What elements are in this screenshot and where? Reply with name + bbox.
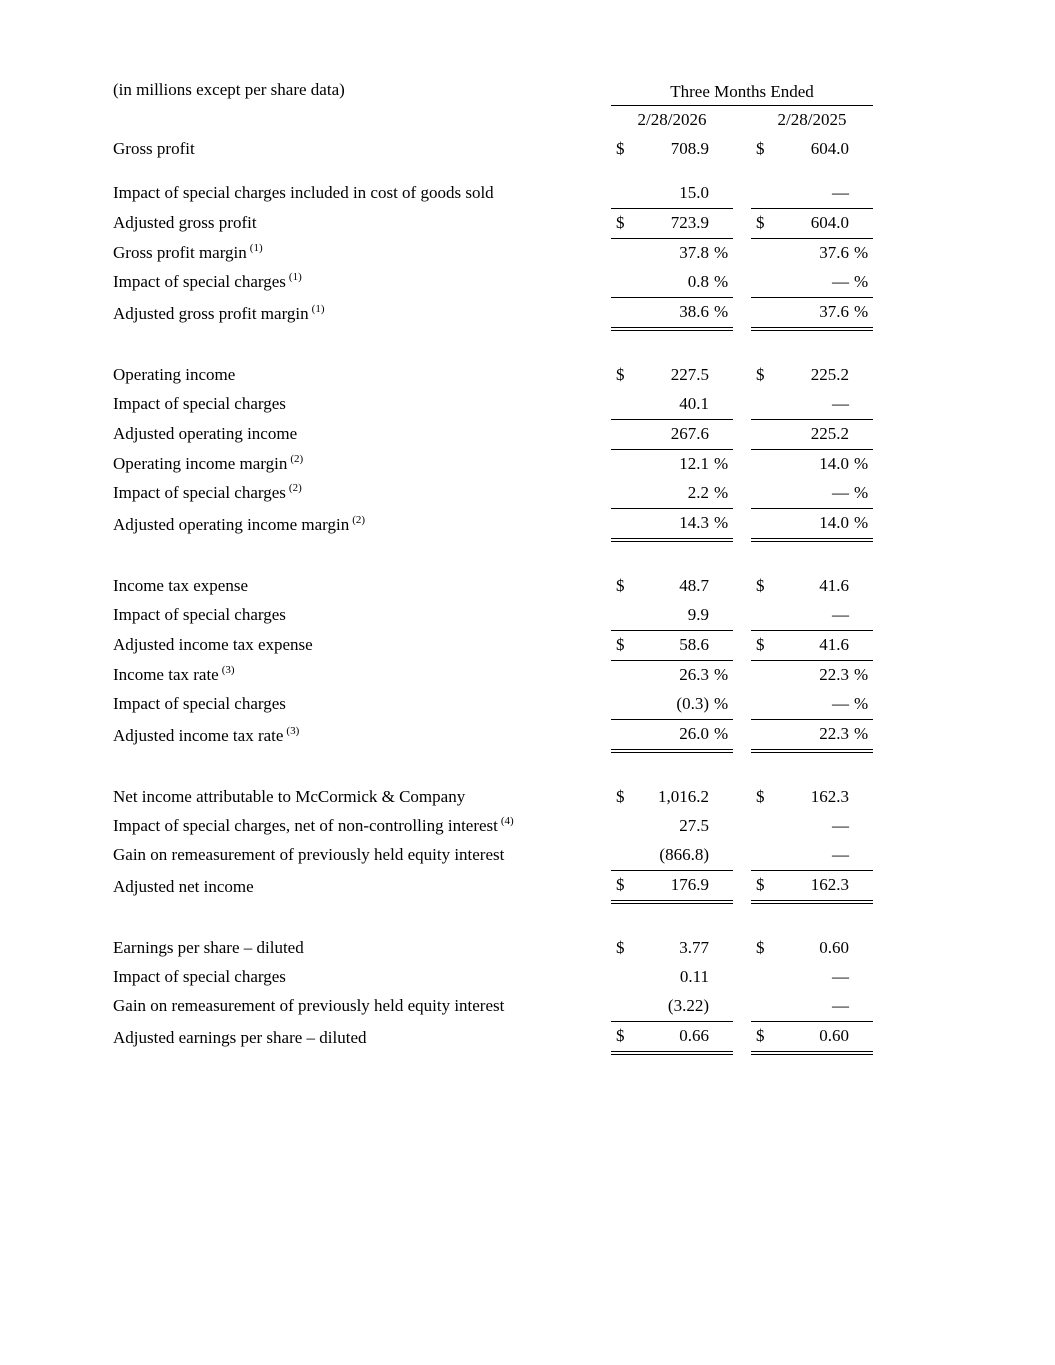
percent-sign-col2 xyxy=(849,208,873,238)
column-gap xyxy=(733,751,751,812)
dollar-sign-col2 xyxy=(751,268,777,298)
footnote-marker: (3) xyxy=(221,663,235,676)
table-row xyxy=(113,690,873,720)
value-col1: 12.1 xyxy=(679,453,709,473)
row-label xyxy=(113,208,611,238)
value-col2: 14.0 xyxy=(819,453,849,473)
dollar-sign-col2: $ xyxy=(756,138,765,158)
column-gap xyxy=(733,390,751,420)
dollar-sign-col1 xyxy=(611,508,637,540)
dollar-sign-col2: $ xyxy=(756,786,765,806)
percent-sign-col1: % xyxy=(709,508,733,540)
column-gap xyxy=(733,449,751,479)
percent-sign-col1: % xyxy=(709,297,733,329)
column-gap xyxy=(733,508,751,540)
row-label-text: Impact of special charges included in cost of goods sold xyxy=(113,183,494,202)
percent-sign-col1: % xyxy=(714,242,729,262)
dollar-sign-col2 xyxy=(751,660,777,690)
column-gap xyxy=(733,870,751,902)
percent-sign-col2: % xyxy=(849,268,873,298)
value-col1: 2.2 xyxy=(637,479,709,509)
percent-sign-col1 xyxy=(709,963,733,992)
dollar-sign-col1 xyxy=(611,601,637,631)
row-label xyxy=(113,268,611,298)
percent-sign-col2 xyxy=(849,164,873,209)
dollar-sign-col1 xyxy=(611,963,637,992)
footnote-marker: (2) xyxy=(352,513,366,526)
column-gap xyxy=(733,208,751,238)
value-col1: 26.0 xyxy=(637,719,709,751)
percent-sign-col1: % xyxy=(709,690,733,720)
table-row xyxy=(113,1021,873,1053)
value-col1: 48.7 xyxy=(679,575,709,595)
value-col1: 1,016.2 xyxy=(658,786,709,806)
row-label-text: Gross profit xyxy=(113,138,195,158)
value-col2: 162.3 xyxy=(777,870,849,902)
dollar-sign-col2: $ xyxy=(756,937,765,957)
dollar-sign-col1 xyxy=(611,479,637,509)
value-col2: — xyxy=(832,966,849,986)
percent-sign-col2: % xyxy=(849,297,873,329)
column-gap xyxy=(733,601,751,631)
footnote-marker: (2) xyxy=(288,482,302,495)
value-col1: 15.0 xyxy=(637,164,709,209)
row-label xyxy=(113,329,611,390)
table-row xyxy=(113,268,873,298)
row-label-text: Gross profit margin xyxy=(113,242,247,262)
value-col1: 0.66 xyxy=(637,1021,709,1053)
table-row xyxy=(113,297,873,329)
dollar-sign-col1: $ xyxy=(616,364,625,384)
column-gap xyxy=(733,630,751,660)
value-col2: — xyxy=(777,690,849,720)
row-label-text: Impact of special charges xyxy=(113,694,286,713)
value-col2: 37.6 xyxy=(777,297,849,329)
row-label xyxy=(113,719,611,751)
dollar-sign-col2: $ xyxy=(751,870,777,902)
dollar-sign-col2: $ xyxy=(756,364,765,384)
value-col1: (0.3) xyxy=(637,690,709,720)
row-label-text: Impact of special charges xyxy=(113,483,286,502)
table-body xyxy=(113,135,873,1053)
value-col2: 225.2 xyxy=(777,419,849,449)
value-col1: (3.22) xyxy=(637,992,709,1022)
percent-sign-col1 xyxy=(709,902,733,963)
percent-sign-col2 xyxy=(849,992,873,1022)
value-col2: 14.0 xyxy=(777,508,849,540)
value-col1: 58.6 xyxy=(637,630,709,660)
percent-sign-col1: % xyxy=(714,453,729,473)
column-gap xyxy=(733,902,751,963)
row-label-text: Impact of special charges xyxy=(113,394,286,413)
percent-sign-col2 xyxy=(849,1021,873,1053)
percent-sign-col2: % xyxy=(854,242,869,262)
dollar-sign-col1 xyxy=(611,449,637,479)
value-col2: — xyxy=(832,815,849,835)
percent-sign-col1 xyxy=(709,540,733,601)
row-label-text: Impact of special charges xyxy=(113,605,286,624)
table-row xyxy=(113,660,873,690)
percent-sign-col2: % xyxy=(854,453,869,473)
dollar-sign-col1 xyxy=(611,841,637,871)
table-header-row-1 xyxy=(113,76,873,105)
row-label-text: Adjusted gross profit margin xyxy=(113,303,309,323)
row-label-text: Adjusted operating income xyxy=(113,424,298,443)
column-gap xyxy=(733,479,751,509)
value-col1: 0.11 xyxy=(679,966,709,986)
dollar-sign-col2 xyxy=(751,390,777,420)
row-label xyxy=(113,841,611,871)
value-col2: 0.60 xyxy=(819,937,849,957)
table-row xyxy=(113,419,873,449)
period-span-header: Three Months Ended xyxy=(611,76,873,105)
value-col1: 38.6 xyxy=(637,297,709,329)
footnote-marker: (1) xyxy=(288,271,302,284)
percent-sign-col1 xyxy=(709,329,733,390)
table-row xyxy=(113,963,873,992)
financial-statement xyxy=(113,76,873,1055)
dollar-sign-col2 xyxy=(751,719,777,751)
percent-sign-col1 xyxy=(709,1021,733,1053)
row-label-text: Adjusted operating income margin xyxy=(113,514,350,534)
value-col2: 22.3 xyxy=(777,719,849,751)
table-row xyxy=(113,135,873,164)
percent-sign-col2 xyxy=(849,870,873,902)
column-gap xyxy=(733,540,751,601)
dollar-sign-col2 xyxy=(751,963,777,992)
percent-sign-col1: % xyxy=(709,719,733,751)
row-label xyxy=(113,870,611,902)
percent-sign-col1 xyxy=(709,390,733,420)
footnote-marker: (4) xyxy=(500,814,514,827)
column-gap xyxy=(733,841,751,871)
percent-sign-col2: % xyxy=(849,508,873,540)
row-label-text: Adjusted gross profit xyxy=(113,213,257,232)
column-gap xyxy=(733,297,751,329)
percent-sign-col1 xyxy=(709,812,733,841)
dollar-sign-col2 xyxy=(751,238,777,268)
table-row xyxy=(113,208,873,238)
table-row xyxy=(113,630,873,660)
row-label-text: Impact of special charges xyxy=(113,966,286,986)
row-label xyxy=(113,630,611,660)
percent-sign-col2: % xyxy=(849,719,873,751)
column-gap xyxy=(733,268,751,298)
table-row xyxy=(113,751,873,812)
dollar-sign-col1: $ xyxy=(611,870,637,902)
table-note: (in millions except per share data) xyxy=(113,80,345,99)
value-col2: — xyxy=(777,164,849,209)
percent-sign-col1 xyxy=(709,630,733,660)
table-header-row-2 xyxy=(113,105,873,135)
row-label xyxy=(113,660,611,690)
percent-sign-col1 xyxy=(709,208,733,238)
dollar-sign-col2 xyxy=(751,812,777,841)
row-label-text: Adjusted earnings per share – diluted xyxy=(113,1027,367,1047)
table-row xyxy=(113,508,873,540)
table-row xyxy=(113,870,873,902)
percent-sign-col2 xyxy=(849,329,873,390)
percent-sign-col2 xyxy=(849,812,873,841)
percent-sign-col2: % xyxy=(854,664,869,684)
row-label-text: Impact of special charges xyxy=(113,272,286,291)
financial-table xyxy=(113,76,873,1055)
dollar-sign-col1 xyxy=(611,268,637,298)
table-row xyxy=(113,449,873,479)
row-label xyxy=(113,419,611,449)
row-label xyxy=(113,390,611,420)
footnote-marker: (3) xyxy=(286,724,300,737)
value-col2: 162.3 xyxy=(810,786,849,806)
dollar-sign-col2: $ xyxy=(756,575,765,595)
row-label-text: Income tax expense xyxy=(113,575,248,595)
value-col1: 708.9 xyxy=(670,138,709,158)
dollar-sign-col2 xyxy=(751,841,777,871)
value-col1: 9.9 xyxy=(637,601,709,631)
row-label-text: Net income attributable to McCormick & Company xyxy=(113,786,466,806)
column-gap xyxy=(733,164,751,209)
value-col1: (866.8) xyxy=(637,841,709,871)
dollar-sign-col1: $ xyxy=(616,138,625,158)
value-col1: 27.5 xyxy=(679,815,709,835)
value-col2: 22.3 xyxy=(819,664,849,684)
dollar-sign-col1 xyxy=(611,390,637,420)
dollar-sign-col2 xyxy=(751,690,777,720)
column-gap xyxy=(733,238,751,268)
footnote-marker: (2) xyxy=(290,452,304,465)
footnote-marker: (1) xyxy=(249,241,263,254)
value-col2: — xyxy=(777,841,849,871)
dollar-sign-col2: $ xyxy=(751,630,777,660)
value-col2: 604.0 xyxy=(810,138,849,158)
percent-sign-col1 xyxy=(709,164,733,209)
row-label xyxy=(113,508,611,540)
dollar-sign-col2: $ xyxy=(751,208,777,238)
row-label xyxy=(113,479,611,509)
value-col1: 37.8 xyxy=(679,242,709,262)
percent-sign-col2 xyxy=(849,963,873,992)
row-label-text: Operating income margin xyxy=(113,453,288,473)
dollar-sign-col2 xyxy=(751,297,777,329)
value-col1: 0.8 xyxy=(637,268,709,298)
row-label xyxy=(113,601,611,631)
value-col1: 40.1 xyxy=(637,390,709,420)
value-col1: 3.77 xyxy=(679,937,709,957)
dollar-sign-col2 xyxy=(751,601,777,631)
table-row xyxy=(113,390,873,420)
value-col2: 41.6 xyxy=(777,630,849,660)
column-gap xyxy=(733,1021,751,1053)
dollar-sign-col1 xyxy=(611,719,637,751)
row-label xyxy=(113,963,611,992)
value-col1: 227.5 xyxy=(670,364,709,384)
value-col1: 267.6 xyxy=(637,419,709,449)
percent-sign-col1 xyxy=(709,870,733,902)
row-label-text: Income tax rate xyxy=(113,664,219,684)
percent-sign-col2 xyxy=(849,902,873,963)
table-row xyxy=(113,841,873,871)
value-col2: — xyxy=(777,390,849,420)
column-gap xyxy=(733,812,751,841)
value-col2: 604.0 xyxy=(777,208,849,238)
dollar-sign-col1 xyxy=(611,419,637,449)
row-label-text: Earnings per share – diluted xyxy=(113,937,304,957)
value-col2: — xyxy=(777,268,849,298)
percent-sign-col1 xyxy=(709,992,733,1022)
table-row xyxy=(113,601,873,631)
percent-sign-col1: % xyxy=(709,479,733,509)
row-label xyxy=(113,449,611,479)
dollar-sign-col1 xyxy=(611,690,637,720)
row-label xyxy=(113,690,611,720)
row-label-text: Impact of special charges, net of non-controlling interest xyxy=(113,815,498,835)
dollar-sign-col1 xyxy=(611,660,637,690)
percent-sign-col1: % xyxy=(714,664,729,684)
row-label xyxy=(113,812,611,841)
dollar-sign-col1 xyxy=(611,812,637,841)
table-row xyxy=(113,479,873,509)
column-gap xyxy=(733,719,751,751)
value-col1: 26.3 xyxy=(679,664,709,684)
dollar-sign-col2 xyxy=(751,419,777,449)
column-header-2025: 2/28/2025 xyxy=(777,109,847,129)
column-header-2026: 2/28/2026 xyxy=(637,109,707,129)
dollar-sign-col1 xyxy=(611,238,637,268)
value-col2: — xyxy=(777,479,849,509)
column-gap xyxy=(733,419,751,449)
percent-sign-col1 xyxy=(709,419,733,449)
table-row xyxy=(113,992,873,1022)
table-row xyxy=(113,238,873,268)
row-label-text: Adjusted income tax expense xyxy=(113,635,313,654)
table-row xyxy=(113,719,873,751)
column-gap xyxy=(733,329,751,390)
table-row xyxy=(113,329,873,390)
percent-sign-col1 xyxy=(709,601,733,631)
percent-sign-col2 xyxy=(849,419,873,449)
dollar-sign-col2 xyxy=(751,508,777,540)
percent-sign-col2 xyxy=(849,751,873,812)
dollar-sign-col1: $ xyxy=(616,575,625,595)
row-label-text: Gain on remeasurement of previously held equity interest xyxy=(113,996,505,1015)
column-gap xyxy=(733,992,751,1022)
value-col1: 723.9 xyxy=(637,208,709,238)
value-col2: — xyxy=(777,992,849,1022)
column-gap xyxy=(733,963,751,992)
value-col2: — xyxy=(777,601,849,631)
percent-sign-col2 xyxy=(849,841,873,871)
dollar-sign-col2 xyxy=(751,449,777,479)
row-label-text: Gain on remeasurement of previously held equity interest xyxy=(113,845,505,864)
row-label xyxy=(113,238,611,268)
dollar-sign-col2: $ xyxy=(751,1021,777,1053)
row-label xyxy=(113,135,611,164)
percent-sign-col1 xyxy=(709,135,733,164)
column-gap xyxy=(733,690,751,720)
dollar-sign-col1 xyxy=(611,992,637,1022)
footnote-marker: (1) xyxy=(311,302,325,315)
percent-sign-col2 xyxy=(849,601,873,631)
row-label xyxy=(113,751,611,812)
percent-sign-col1 xyxy=(709,751,733,812)
header-gap xyxy=(733,105,751,135)
table-row xyxy=(113,812,873,841)
row-label xyxy=(113,992,611,1022)
value-col2: 41.6 xyxy=(819,575,849,595)
percent-sign-col2: % xyxy=(849,479,873,509)
dollar-sign-col1: $ xyxy=(616,786,625,806)
row-label-text: Operating income xyxy=(113,364,236,384)
percent-sign-col2 xyxy=(849,630,873,660)
percent-sign-col2 xyxy=(849,135,873,164)
column-gap xyxy=(733,135,751,164)
dollar-sign-col1 xyxy=(611,297,637,329)
percent-sign-col2 xyxy=(849,540,873,601)
dollar-sign-col1: $ xyxy=(611,1021,637,1053)
row-label-text: Adjusted income tax rate xyxy=(113,725,284,745)
row-label-text: Adjusted net income xyxy=(113,876,254,896)
dollar-sign-col1 xyxy=(611,164,637,209)
percent-sign-col1: % xyxy=(709,268,733,298)
row-label xyxy=(113,902,611,963)
value-col2: 225.2 xyxy=(810,364,849,384)
header-spacer xyxy=(113,105,611,135)
table-row xyxy=(113,902,873,963)
dollar-sign-col2 xyxy=(751,479,777,509)
value-col1: 176.9 xyxy=(637,870,709,902)
dollar-sign-col1: $ xyxy=(616,937,625,957)
value-col2: 0.60 xyxy=(777,1021,849,1053)
row-label xyxy=(113,164,611,209)
row-label xyxy=(113,1021,611,1053)
dollar-sign-col1: $ xyxy=(611,208,637,238)
value-col1: 14.3 xyxy=(637,508,709,540)
dollar-sign-col1: $ xyxy=(611,630,637,660)
dollar-sign-col2 xyxy=(751,164,777,209)
value-col2: 37.6 xyxy=(819,242,849,262)
percent-sign-col1 xyxy=(709,841,733,871)
table-row xyxy=(113,164,873,209)
percent-sign-col2: % xyxy=(849,690,873,720)
row-label xyxy=(113,297,611,329)
column-gap xyxy=(733,660,751,690)
row-label xyxy=(113,540,611,601)
percent-sign-col2 xyxy=(849,390,873,420)
table-row xyxy=(113,540,873,601)
dollar-sign-col2 xyxy=(751,992,777,1022)
